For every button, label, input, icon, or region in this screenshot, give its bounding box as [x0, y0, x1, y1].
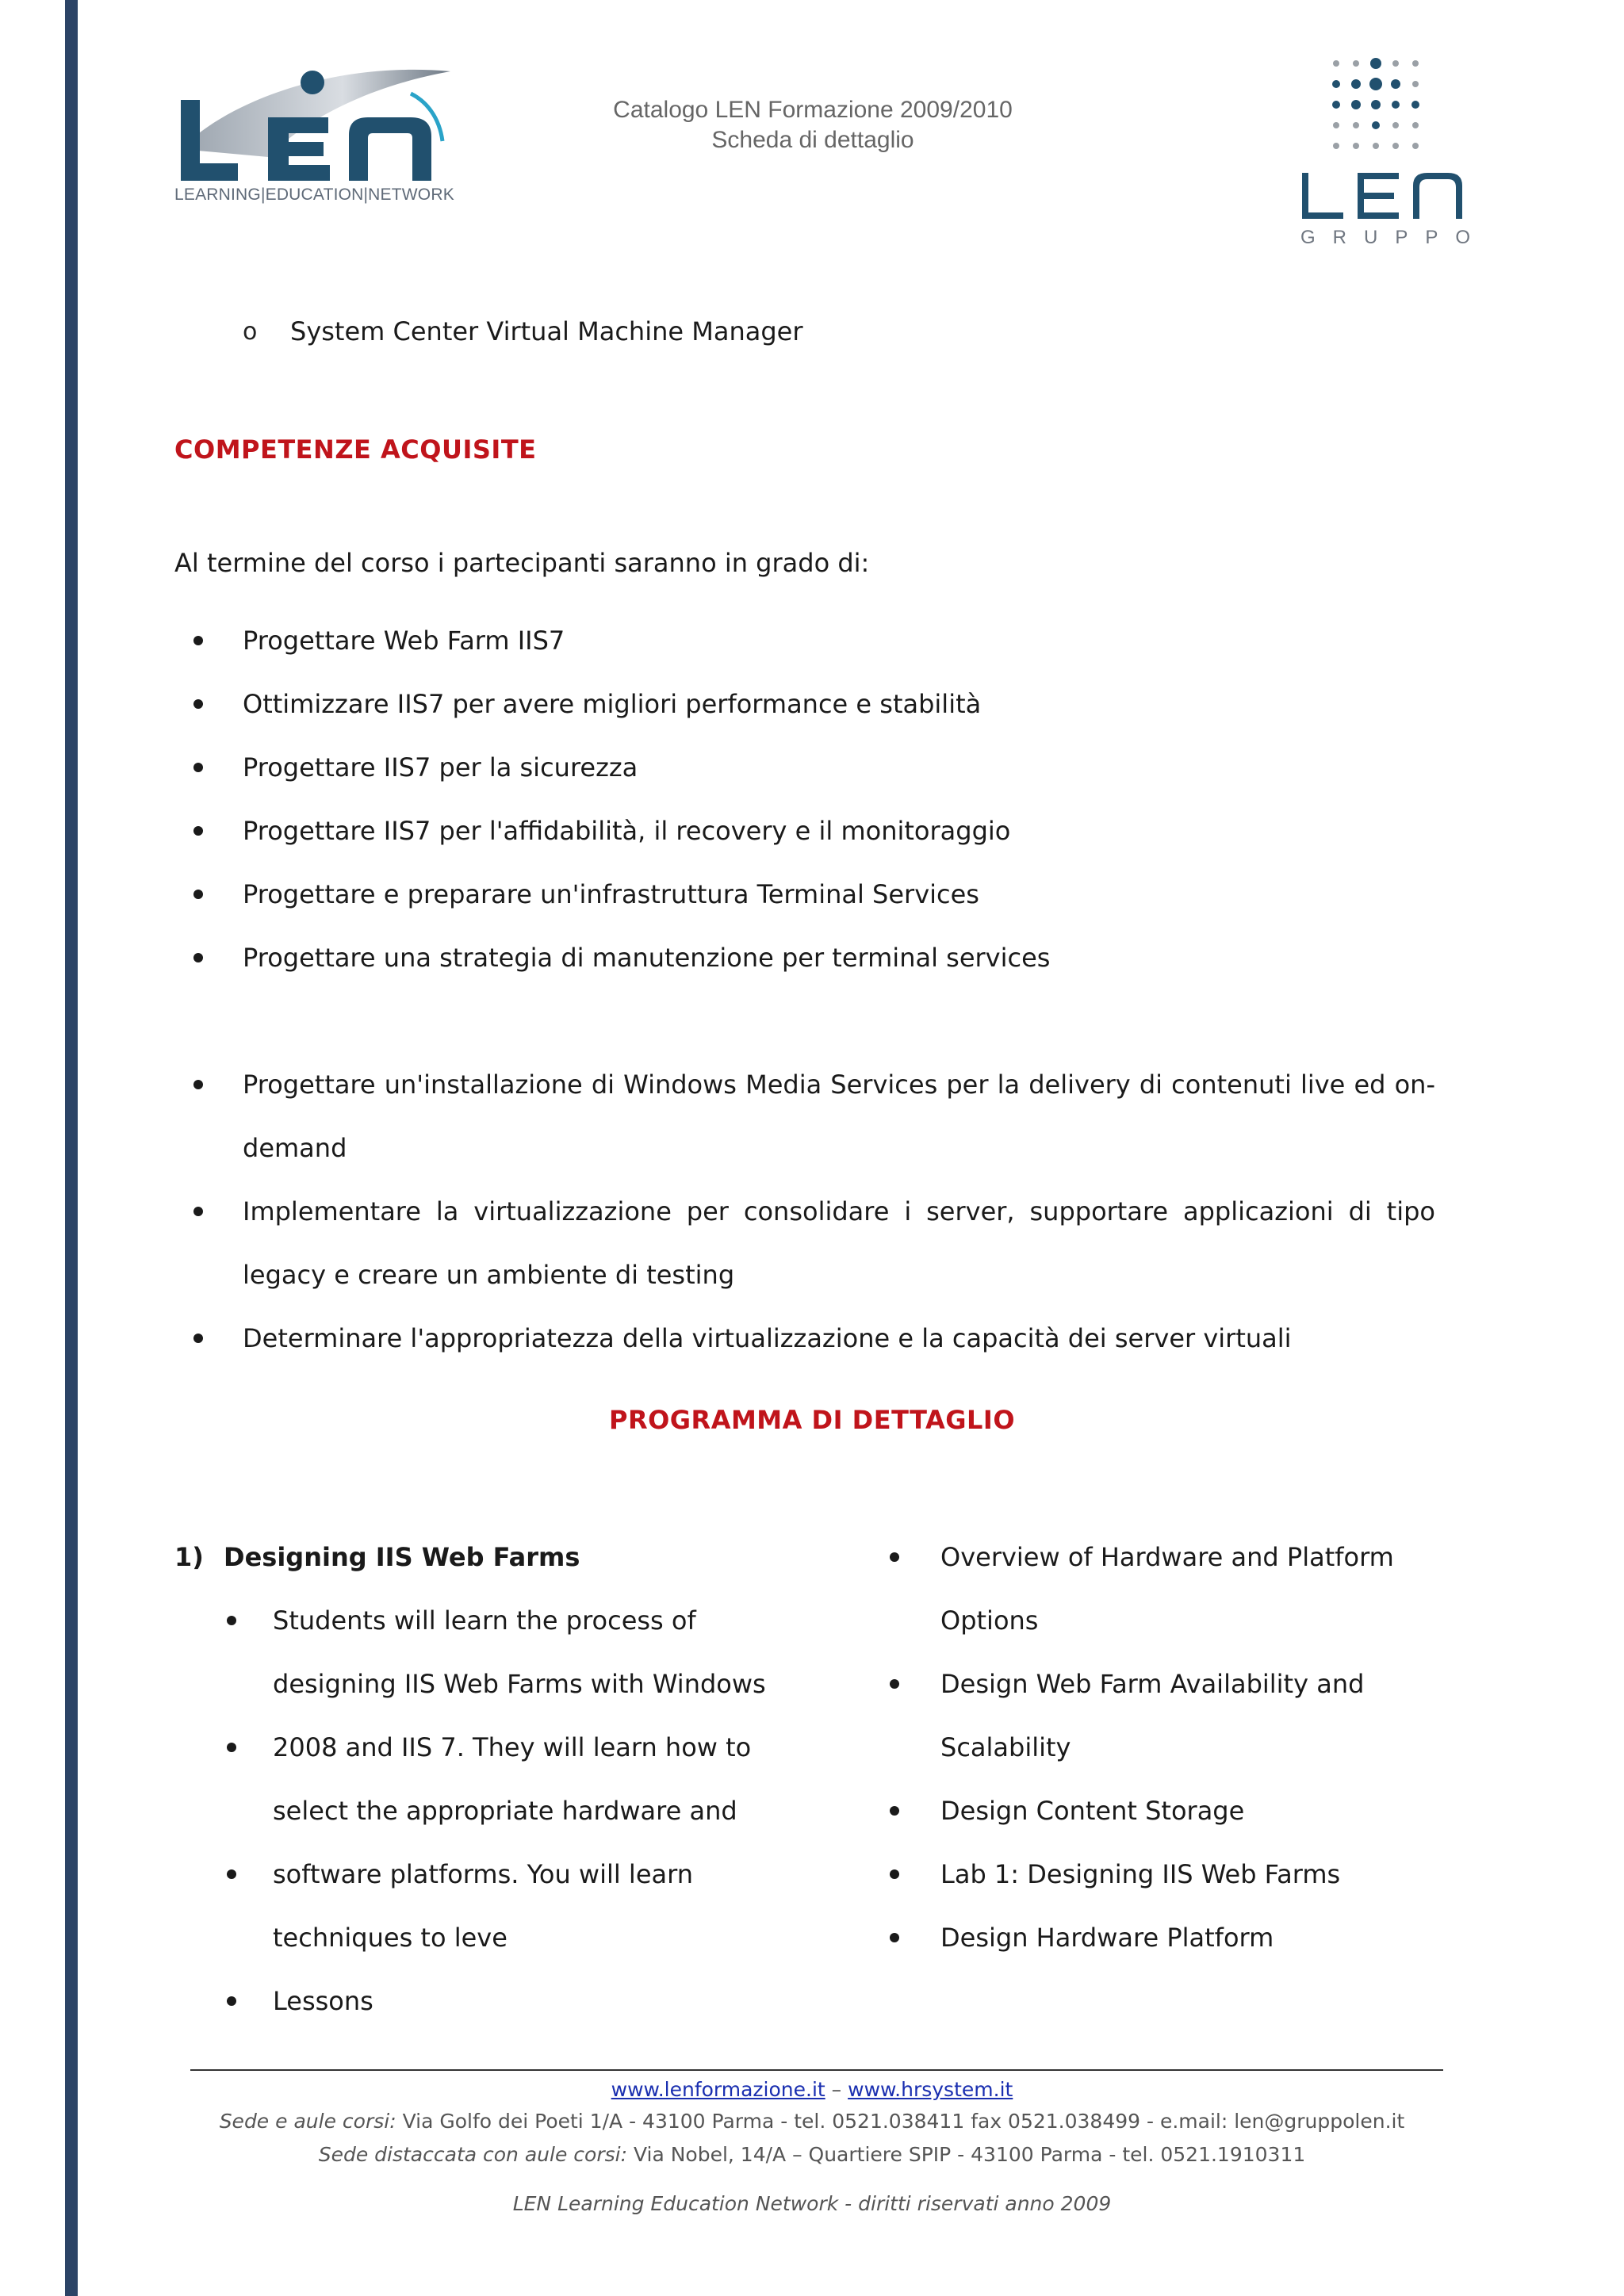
- programma-heading: PROGRAMMA DI DETTAGLIO: [608, 1405, 1016, 1435]
- list-item: software platforms. You will learn techniques to leve: [174, 1843, 777, 1969]
- list-spacer: [174, 989, 1435, 1053]
- list-item: Progettare Web Farm IIS7: [174, 609, 1435, 672]
- list-item: Progettare una strategia di manutenzione per terminal services: [174, 926, 1435, 989]
- programma-right-column: [872, 1525, 1475, 1969]
- len-logo-tagline: LEARNING|EDUCATION|NETWORK: [174, 186, 454, 204]
- list-item: Overview of Hardware and Platform Options: [872, 1525, 1475, 1652]
- lesson-topics-list: [872, 1525, 1475, 1969]
- header-catalog-title: [603, 95, 1023, 155]
- distaccata-address: Via Nobel, 14/A – Quartiere SPIP - 43100 Parma - tel. 0521.1910311: [633, 2143, 1306, 2166]
- sub-item-text: System Center Virtual Machine Manager: [290, 316, 803, 346]
- list-item: Students will learn the process of designing IIS Web Farms with Windows: [174, 1589, 777, 1716]
- bullet-icon: [227, 1996, 236, 2006]
- bullet-icon: [227, 1869, 236, 1879]
- continued-sub-item: [243, 314, 803, 349]
- competenze-intro: Al termine del corso i partecipanti saranno in grado di:: [174, 548, 870, 578]
- list-item: Lab 1: Designing IIS Web Farms: [872, 1843, 1475, 1906]
- bullet-icon: [890, 1552, 899, 1562]
- gruppo-wordmark: GRUPPO: [1300, 227, 1488, 248]
- lesson-title: Designing IIS Web Farms: [224, 1542, 580, 1572]
- bullet-icon: [227, 1743, 236, 1752]
- list-item: Ottimizzare IIS7 per avere migliori performance e stabilità: [174, 672, 1435, 736]
- list-item: Design Web Farm Availability and Scalability: [872, 1652, 1475, 1779]
- footer-sede-distaccata: [0, 2141, 1624, 2169]
- competenze-list: [174, 609, 1435, 1370]
- gruppo-len-logo: [1299, 168, 1465, 224]
- bullet-icon: [193, 636, 203, 645]
- footer-sede: [0, 2107, 1624, 2136]
- bullet-icon: [890, 1869, 899, 1879]
- bullet-icon: [193, 1334, 203, 1343]
- footer-link-separator: –: [831, 2078, 842, 2101]
- bullet-icon: [193, 1207, 203, 1216]
- competenze-heading: COMPETENZE ACQUISITE: [174, 434, 537, 465]
- bullet-icon: [193, 826, 203, 836]
- header-line-1: Catalogo LEN Formazione 2009/2010: [613, 97, 1013, 123]
- bullet-icon: [193, 953, 203, 962]
- bullet-icon: [193, 1080, 203, 1089]
- header-line-2: Scheda di dettaglio: [711, 127, 914, 153]
- bullet-icon: [193, 890, 203, 899]
- bullet-icon: [227, 1616, 236, 1625]
- footer-copyright: LEN Learning Education Network - diritti riservati anno 2009: [512, 2192, 1112, 2215]
- sede-label: Sede e aule corsi:: [219, 2110, 396, 2133]
- gruppo-dots-icon: [1324, 55, 1443, 159]
- circle-bullet-icon: o: [243, 317, 258, 346]
- bullet-icon: [890, 1933, 899, 1942]
- lesson-number: 1): [174, 1542, 204, 1572]
- bullet-icon: [193, 699, 203, 709]
- hrsystem-link[interactable]: www.hrsystem.it: [848, 2078, 1013, 2101]
- list-item: Design Hardware Platform: [872, 1906, 1475, 1969]
- bullet-icon: [890, 1806, 899, 1816]
- distaccata-label: Sede distaccata con aule corsi:: [318, 2143, 627, 2166]
- bullet-icon: [890, 1679, 899, 1689]
- bullet-icon: [193, 763, 203, 772]
- list-item: Determinare l'appropriatezza della virtualizzazione e la capacità dei server virtuali: [174, 1307, 1435, 1370]
- list-item: 2008 and IIS 7. They will learn how to select the appropriate hardware and: [174, 1716, 777, 1843]
- footer-links: [0, 2076, 1624, 2104]
- programma-left-column: [174, 1525, 777, 2033]
- lesson-heading: [174, 1525, 777, 1589]
- lesson-description-list: [174, 1589, 777, 2033]
- footer-divider: [190, 2069, 1443, 2071]
- list-item: Progettare IIS7 per la sicurezza: [174, 736, 1435, 799]
- list-item: Lessons: [174, 1969, 777, 2033]
- list-item: Design Content Storage: [872, 1779, 1475, 1843]
- lenformazione-link[interactable]: www.lenformazione.it: [611, 2078, 825, 2101]
- list-item: Implementare la virtualizzazione per consolidare i server, supportare applicazioni di tipo legacy e creare un ambiente di testing: [174, 1180, 1435, 1307]
- sede-address: Via Golfo dei Poeti 1/A - 43100 Parma - tel. 0521.038411 fax 0521.038499 - e.mail: len@gruppolen.it: [402, 2110, 1405, 2133]
- list-item: Progettare e preparare un'infrastruttura Terminal Services: [174, 863, 1435, 926]
- list-item: Progettare IIS7 per l'affidabilità, il recovery e il monitoraggio: [174, 799, 1435, 863]
- list-item: Progettare un'installazione di Windows Media Services per la delivery di contenuti live ed on-demand: [174, 1053, 1435, 1180]
